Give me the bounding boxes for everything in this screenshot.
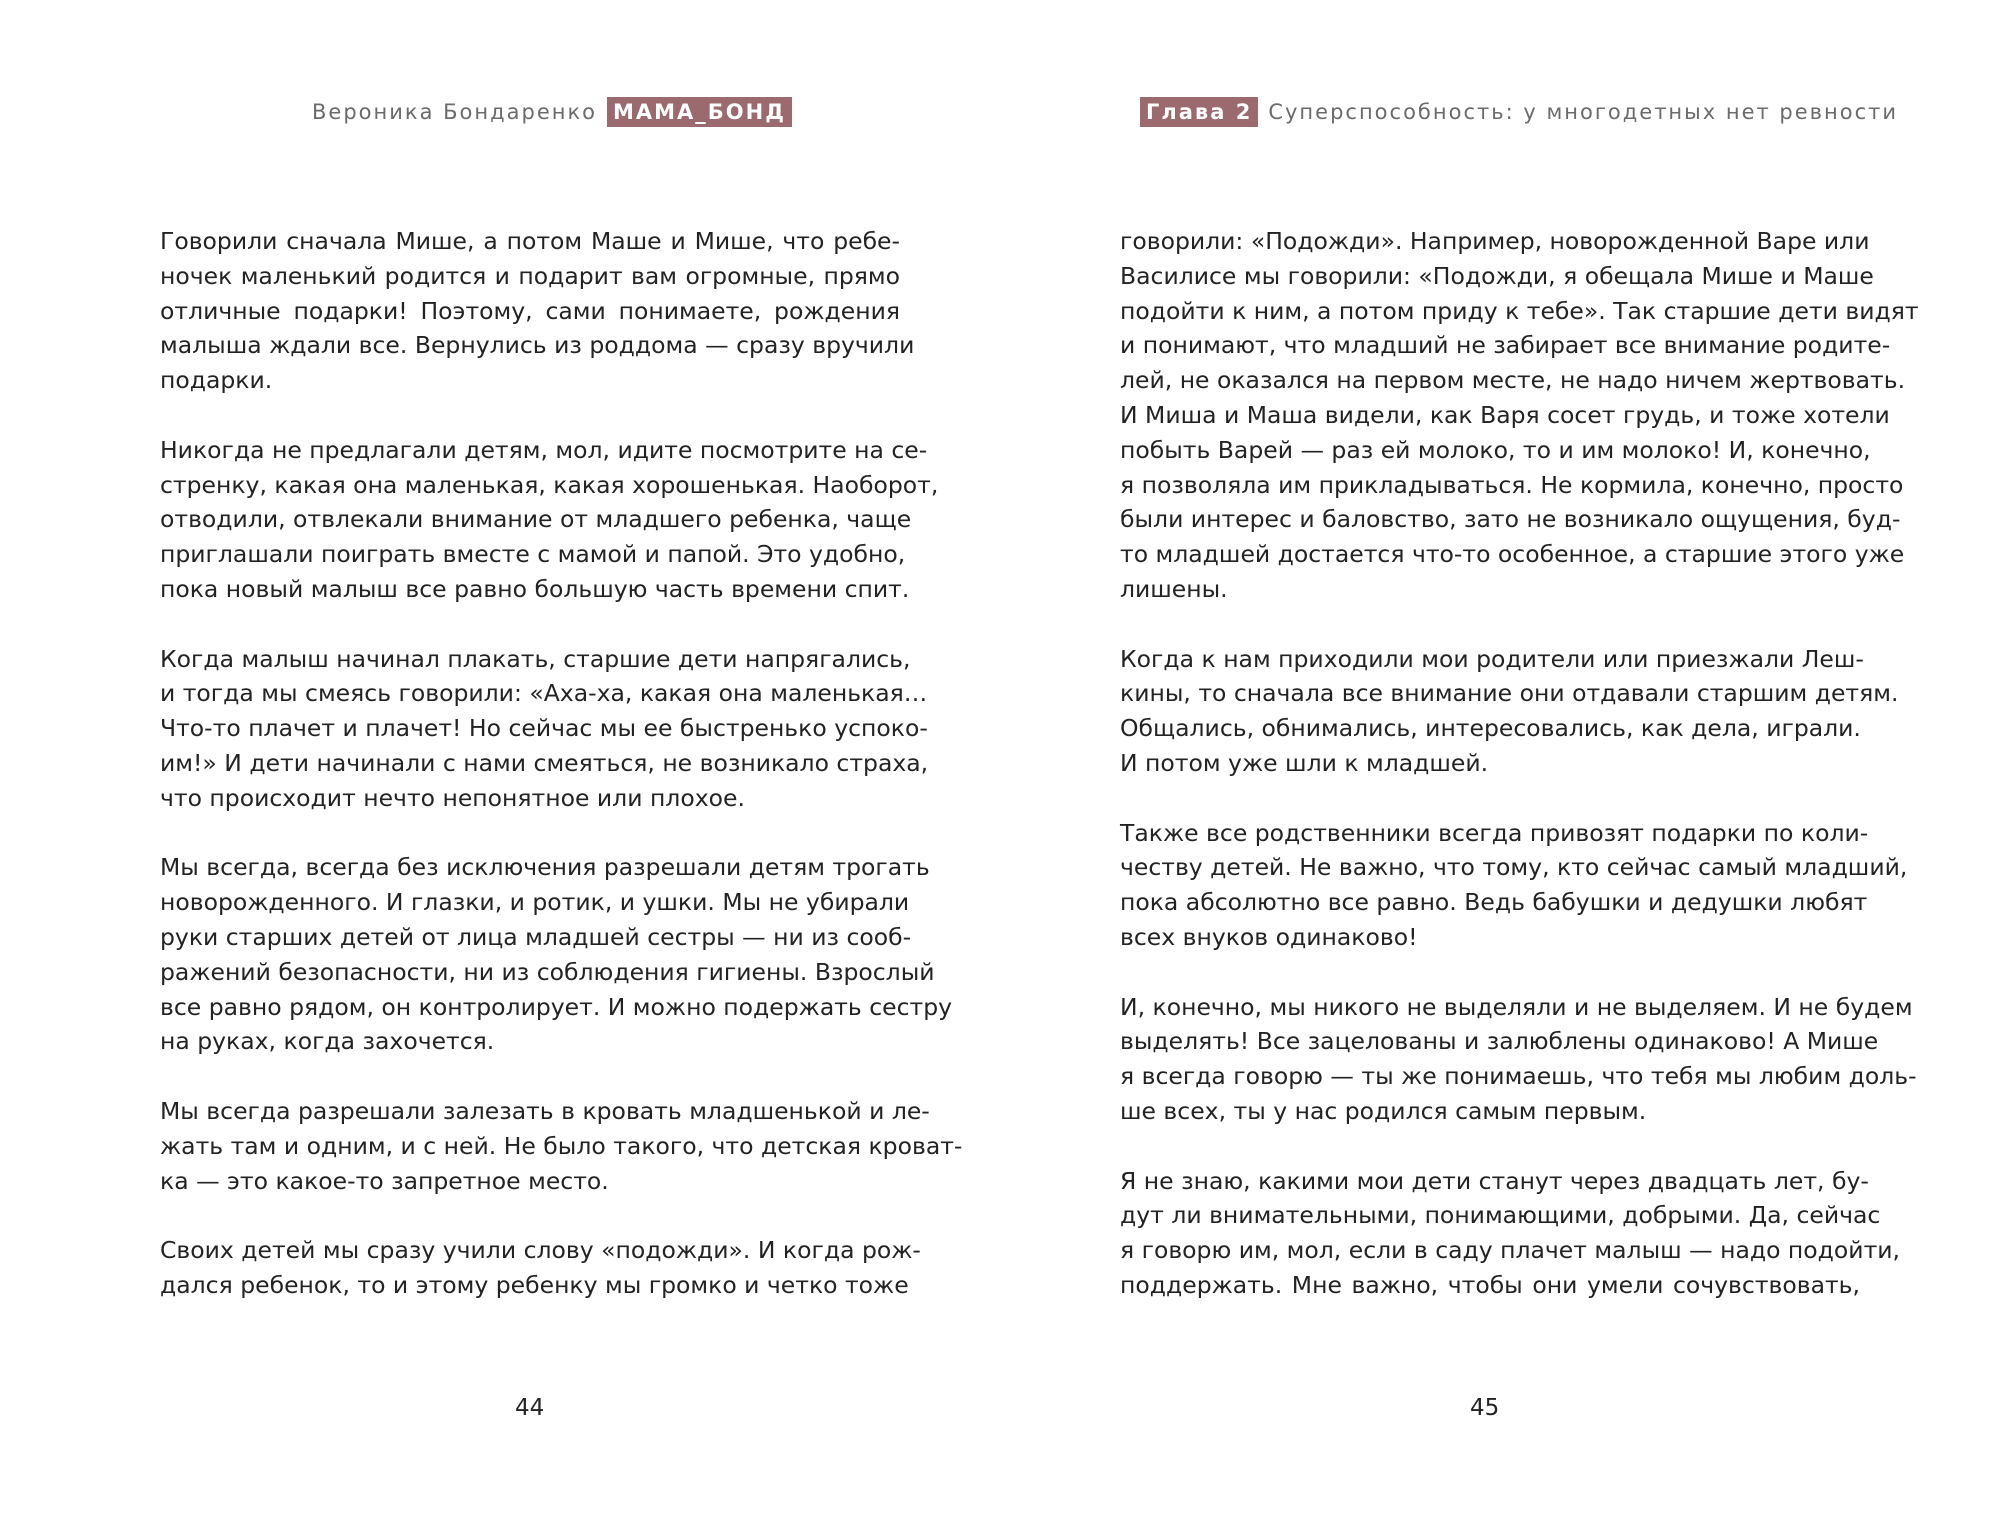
text-line: Общались, обнимались, интересовались, как дела, играли. (1120, 714, 1861, 743)
text-line: И Миша и Маша видели, как Варя сосет грудь, и тоже хотели (1120, 400, 1890, 429)
text-line: то младшей достается что-то особенное, а старшие этого уже (1120, 540, 1905, 569)
page-number-right: 45 (1470, 1395, 1500, 1421)
text-line: подарки. (160, 366, 273, 395)
running-header-right (1140, 97, 1898, 127)
body-text-left (160, 224, 963, 1338)
text-line: Своих детей мы сразу учили слову «подожди». И когда рож- (160, 1236, 921, 1265)
text-line: стренку, какая она маленькая, какая хорошенькая. Наоборот, (160, 470, 939, 499)
text-line: я говорю им, мол, если в саду плачет малыш — надо подойти, (1120, 1236, 1901, 1265)
text-line: отличные подарки! Поэтому, сами понимаете, рождения (160, 296, 900, 325)
right-page (1000, 0, 2000, 1518)
text-line: Что-то плачет и плачет! Но сейчас мы ее быстренько успоко- (160, 714, 928, 743)
text-line: поддержать. Мне важно, чтобы они умели сочувствовать, (1120, 1270, 1860, 1299)
running-header-left (312, 97, 802, 127)
author-name: Вероника Бондаренко (312, 100, 597, 124)
text-line: ше всех, ты у нас родился самым первым. (1120, 1096, 1647, 1125)
text-line: честву детей. Не важно, что тому, кто сейчас самый младший, (1120, 853, 1908, 882)
text-line: и тогда мы смеясь говорили: «Аха-ха, какая она маленькая… (160, 679, 928, 708)
text-line: ка — это какое-то запретное место. (160, 1166, 609, 1195)
text-line: на руках, когда захочется. (160, 1027, 495, 1056)
text-line: руки старших детей от лица младшей сестры — ни из сооб- (160, 922, 912, 951)
paragraph (160, 1094, 963, 1198)
text-line: приглашали поиграть вместе с мамой и папой. Это удобно, (160, 540, 906, 569)
text-line: дут ли внимательными, понимающими, добрыми. Да, сейчас (1120, 1201, 1881, 1230)
paragraph (160, 642, 929, 816)
paragraph (1120, 990, 1917, 1129)
paragraph (160, 433, 939, 607)
text-line: ночек маленький родится и подарит вам огромные, прямо (160, 261, 900, 290)
body-text-right (1120, 224, 1919, 1338)
text-line: побыть Варей — раз ей молоко, то и им молоко! И, конечно, (1120, 435, 1871, 464)
text-line: пока абсолютно все равно. Ведь бабушки и дедушки любят (1120, 888, 1868, 917)
text-line: Никогда не предлагали детям, мол, идите посмотрите на се- (160, 435, 928, 464)
text-line: жать там и одним, и с ней. Не было такого, что детская кроват- (160, 1131, 963, 1160)
page-number-left: 44 (515, 1395, 545, 1421)
text-line: Когда к нам приходили мои родители или приезжали Леш- (1120, 644, 1864, 673)
text-line: всех внуков одинаково! (1120, 922, 1418, 951)
text-line: Когда малыш начинал плакать, старшие дети напрягались, (160, 644, 911, 673)
text-line: им!» И дети начинали с нами смеяться, не возникало страха, (160, 748, 929, 777)
text-line: кины, то сначала все внимание они отдавали старшим детям. (1120, 679, 1899, 708)
text-line: Василисе мы говорили: «Подожди, я обещала Мише и Маше (1120, 261, 1874, 290)
text-line: И, конечно, мы никого не выделяли и не выделяем. И не будем (1120, 992, 1913, 1021)
text-line: ражений безопасности, ни из соблюдения гигиены. Взрослый (160, 957, 935, 986)
paragraph (160, 1233, 921, 1303)
text-line: новорожденного. И глазки, и ротик, и ушки. Мы не убирали (160, 888, 910, 917)
paragraph (160, 850, 953, 1059)
text-line: я позволяла им прикладываться. Не кормила, конечно, просто (1120, 470, 1904, 499)
paragraph (1120, 642, 1899, 781)
chapter-title: Суперспособность: у многодетных нет ревности (1268, 100, 1899, 124)
text-line: Также все родственники всегда привозят подарки по коли- (1120, 818, 1869, 847)
paragraph (1120, 816, 1908, 955)
text-line: говорили: «Подожди». Например, новорожденной Варе или (1120, 227, 1870, 255)
text-line: отводили, отвлекали внимание от младшего ребенка, чаще (160, 505, 912, 534)
text-line: что происходит нечто непонятное или плохое. (160, 783, 745, 812)
text-line: я всегда говорю — ты же понимаешь, что тебя мы любим доль- (1120, 1062, 1917, 1091)
chapter-tag: Глава 2 (1140, 97, 1258, 127)
text-line: И потом уже шли к младшей. (1120, 748, 1489, 777)
brand-tag: МАМА_БОНД (607, 97, 792, 127)
text-line: все равно рядом, он контролирует. И можно подержать сестру (160, 992, 953, 1021)
text-line: пока новый малыш все равно большую часть времени спит. (160, 574, 910, 603)
text-line: лишены. (1120, 574, 1228, 603)
text-line: Я не знаю, какими мои дети станут через двадцать лет, бу- (1120, 1166, 1869, 1195)
text-line: Говорили сначала Мише, а потом Маше и Мише, что ребе- (160, 227, 900, 255)
text-line: Мы всегда разрешали залезать в кровать младшенькой и ле- (160, 1096, 930, 1125)
paragraph (1120, 224, 1919, 607)
text-line: Мы всегда, всегда без исключения разрешали детям трогать (160, 853, 930, 882)
text-line: малыша ждали все. Вернулись из роддома — сразу вручили (160, 331, 915, 360)
text-line: дался ребенок, то и этому ребенку мы громко и четко тоже (160, 1270, 909, 1299)
paragraph (1120, 1164, 1901, 1303)
text-line: и понимают, что младший не забирает все внимание родите- (1120, 331, 1891, 360)
paragraph (160, 224, 915, 398)
text-line: выделять! Все зацелованы и залюблены одинаково! А Мише (1120, 1027, 1879, 1056)
text-line: были интерес и баловство, зато не возникало ощущения, буд- (1120, 505, 1901, 534)
text-line: подойти к ним, а потом приду к тебе». Так старшие дети видят (1120, 296, 1919, 325)
text-line: лей, не оказался на первом месте, не надо ничем жертвовать. (1120, 366, 1906, 395)
